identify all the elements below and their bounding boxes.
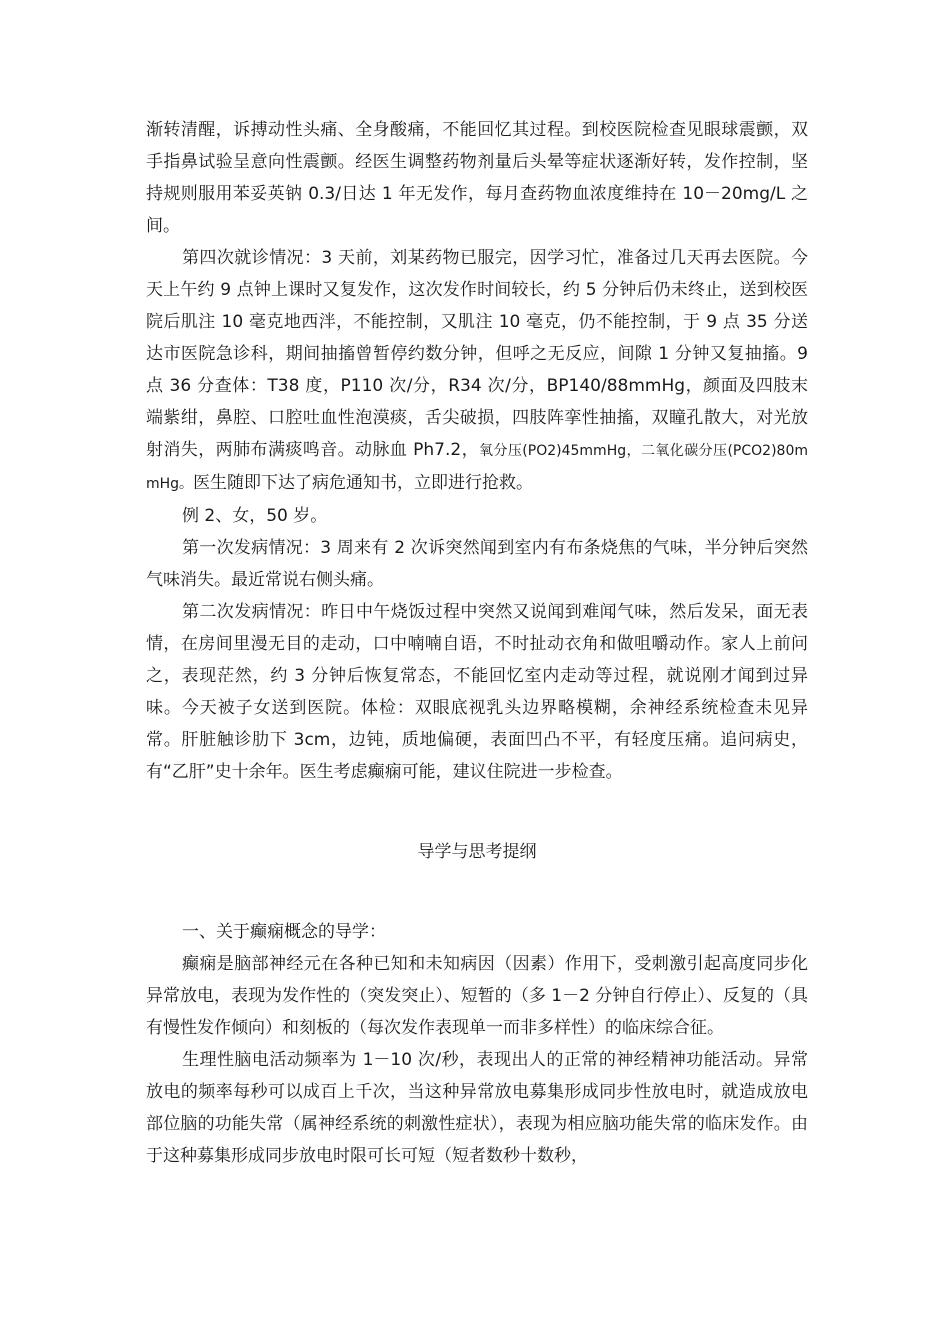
section-heading: 导学与思考提纲 (417, 842, 537, 862)
epilepsy-concept-paragraph: 癫痫是脑部神经元在各种已知和未知病因（因素）作用下，受刺激引起高度同步化异常放电，表现为发作性的（突发突止）、短暂的（多 1－2 分钟自行停止）、反复的（具有慢性发作倾向）和刻板的（每次发作表现单一而非多样性）的临床综合征。 (146, 954, 808, 1038)
document-body (146, 114, 808, 1172)
case1-continuation-paragraph: 渐转清醒，诉搏动性头痛、全身酸痛，不能回忆其过程。到校医院检查见眼球震颤，双手指鼻试验呈意向性震颤。经医生调整药物剂量后头晕等症状逐渐好转，发作控制，坚持规则服用苯妥英钠 0.3/日达 1 年无发作，每月查药物血浓度维持在 10－20mg/L 之间。 (146, 120, 808, 236)
case2-title: 例 2、女，50 岁。 (182, 506, 328, 526)
subsection-heading: 一、关于癫痫概念的导学： (182, 922, 386, 942)
brain-electric-activity-paragraph: 生理性脑电活动频率为 1－10 次/秒，表现出人的正常的神经精神功能活动。异常放电的频率每秒可以成百上千次，当这种异常放电募集形成同步性放电时，就造成放电部位脑的功能失常（属神经系统的刺激性症状），表现为相应脑功能失常的临床发作。由于这种募集形成同步放电时限可长可短（短者数秒十数秒， (146, 1050, 808, 1166)
case2-first-episode-paragraph: 第一次发病情况：3 周来有 2 次诉突然闻到室内有布条烧焦的气味，半分钟后突然气味消失。最近常说右侧头痛。 (146, 538, 808, 590)
case1-fourth-visit-paragraph (146, 242, 808, 500)
fourth-visit-conclusion: 医生随即下达了病危通知书，立即进行抢救。 (193, 473, 534, 493)
case2-second-episode-paragraph: 第二次发病情况：昨日中午烧饭过程中突然又说闻到难闻气味，然后发呆，面无表情，在房间里漫无目的走动，口中喃喃自语，不时扯动衣角和做咀嚼动作。家人上前问之，表现茫然，约 3 分钟后恢复常态，不能回忆室内走动等过程，就说刚才闻到过异味。今天被子女送到医院。体检：双眼底视乳头边界略模糊，余神经系统检查未见异常。肝脏触诊肋下 3cm，边钝，质地偏硬，表面凹凸不平，有轻度压痛。追问病史，有“乙肝”史十余年。医生考虑癫痫可能，建议住院进一步检查。 (146, 602, 808, 782)
blood-gas-values: 氧分压(PO2)45mmHg，二氧化碳分压(PCO2)80mmHg。 (146, 443, 808, 492)
fourth-visit-text: 第四次就诊情况：3 天前，刘某药物已服完，因学习忙，准备过几天再去医院。今天上午约 9 点钟上课时又复发作，这次发作时间较长，约 5 分钟后仍未终止，送到校医院后肌注 10 毫克地西泮，不能控制，又肌注 10 毫克，仍不能控制，于 9 点 35 分送达市医院急诊科，期间抽搐曾暂停约数分钟，但呼之无反应，间隙 1 分钟又复抽搐。9 点 36 分查体：T38 度，P110 次/分，R34 次/分，BP140/88mmHg，颜面及四肢末端紫绀，鼻腔、口腔吐血性泡漠痰，舌尖破损，四肢阵挛性抽搐，双瞳孔散大，对光放射消失，两肺布满痰鸣音。动脉血 Ph7.2， (146, 248, 808, 460)
